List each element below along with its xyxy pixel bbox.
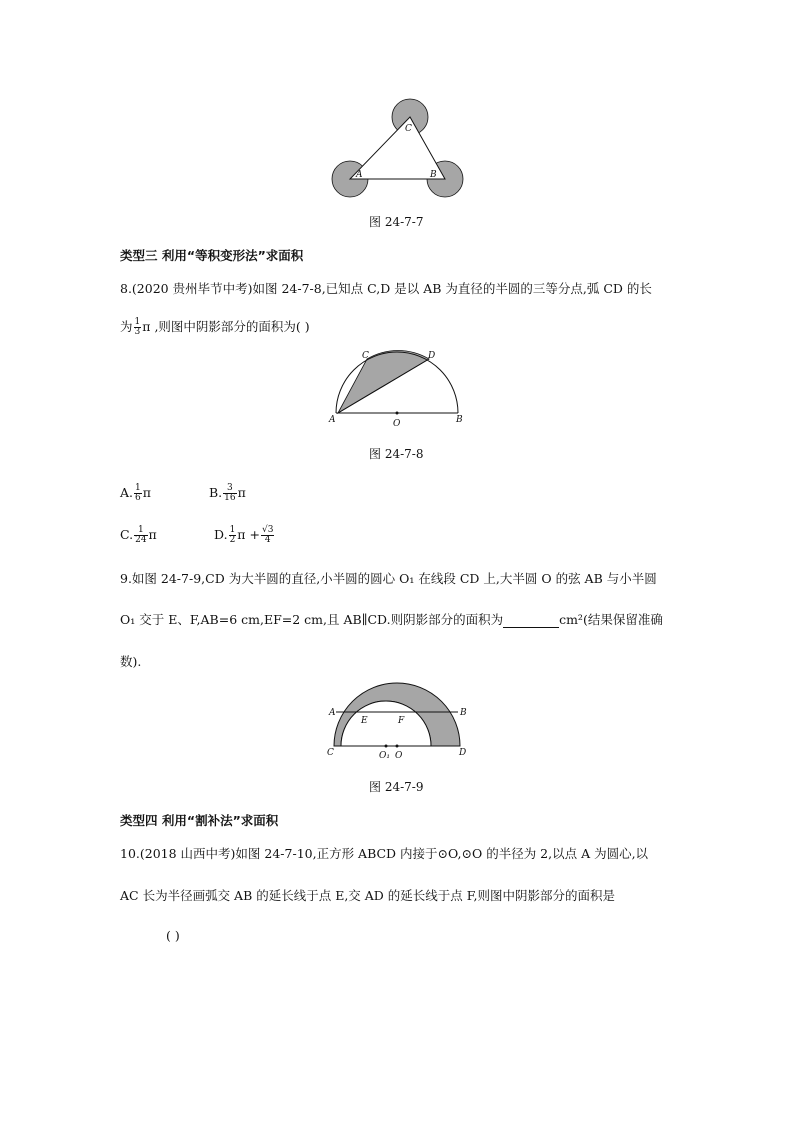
section-heading-4: 类型四 利用“割补法”求面积 [120,813,279,828]
caption-24-7-7: 图 24-7-7 [369,215,424,229]
answer-blank[interactable] [503,615,559,628]
q8-line2-prefix: 为 [120,319,133,334]
center-o [396,745,399,748]
label-d: D [459,748,467,758]
label-c: C [362,351,369,361]
figure-24-7-7 [320,92,480,208]
label-a: A [329,415,336,425]
label-b: B [430,170,437,180]
label-e: E [361,716,368,726]
q8-option-b: B. $\frac{3}{16}$ π [209,483,246,503]
label-o: O [393,419,401,429]
q10-line1: 10.(2018 山西中考)如图 24-7-10,正方形 ABCD 内接于⊙O,⊙O 的半径为 2,以点 A 为圆心,以 [120,846,649,861]
figure-24-7-9 [322,680,472,766]
label-a: A [356,170,363,180]
center-o1 [385,745,388,748]
caption-24-7-9: 图 24-7-9 [369,780,424,794]
label-b: B [460,708,467,718]
label-d: D [428,351,436,361]
q10-line2: AC 长为半径画弧交 AB 的延长线于点 E,交 AD 的延长线于点 F,则图中阴影部分的面积是 [120,888,615,903]
label-c: C [405,124,412,134]
shaded-region [338,351,429,413]
label-o1: O₁ [379,751,390,761]
caption-24-7-8: 图 24-7-8 [369,447,424,461]
q8-option-d: D. $\frac{1}{2}$ π + $\frac{√3}{4}$ [214,525,274,545]
q9-line3: 数). [120,654,142,669]
label-a: A [329,708,336,718]
section-heading-3: 类型三 利用“等积变形法”求面积 [120,248,304,263]
q9-line1: 9.如图 24-7-9,CD 为大半圆的直径,小半圆的圆心 O₁ 在线段 CD 上,大半圆 O 的弦 AB 与小半圆 [120,571,657,586]
q9-line2: O₁ 交于 E、F,AB=6 cm,EF=2 cm,且 AB∥CD.则阴影部分的面积为 cm²(结果保留准确 [120,612,663,627]
label-f: F [398,716,405,726]
q8-line2 [120,318,310,337]
label-b: B [456,415,463,425]
label-o: O [395,751,403,761]
q10-line3: ( ) [166,928,180,943]
center-o [396,412,399,415]
q8-fraction: $\frac{1}{3}$ [134,317,141,337]
q8-line1: 8.(2020 贵州毕节中考)如图 24-7-8,已知点 C,D 是以 AB 为直径的半圆的三等分点,弧 CD 的长 [120,281,652,296]
q8-option-c: C. $\frac{1}{24}$ π [120,525,157,545]
label-c: C [327,748,334,758]
figure-24-7-8 [326,348,466,430]
q8-line2-suffix: π ,则图中阴影部分的面积为( ) [142,319,310,334]
q8-option-a: A. $\frac{1}{6}$ π [120,483,151,503]
